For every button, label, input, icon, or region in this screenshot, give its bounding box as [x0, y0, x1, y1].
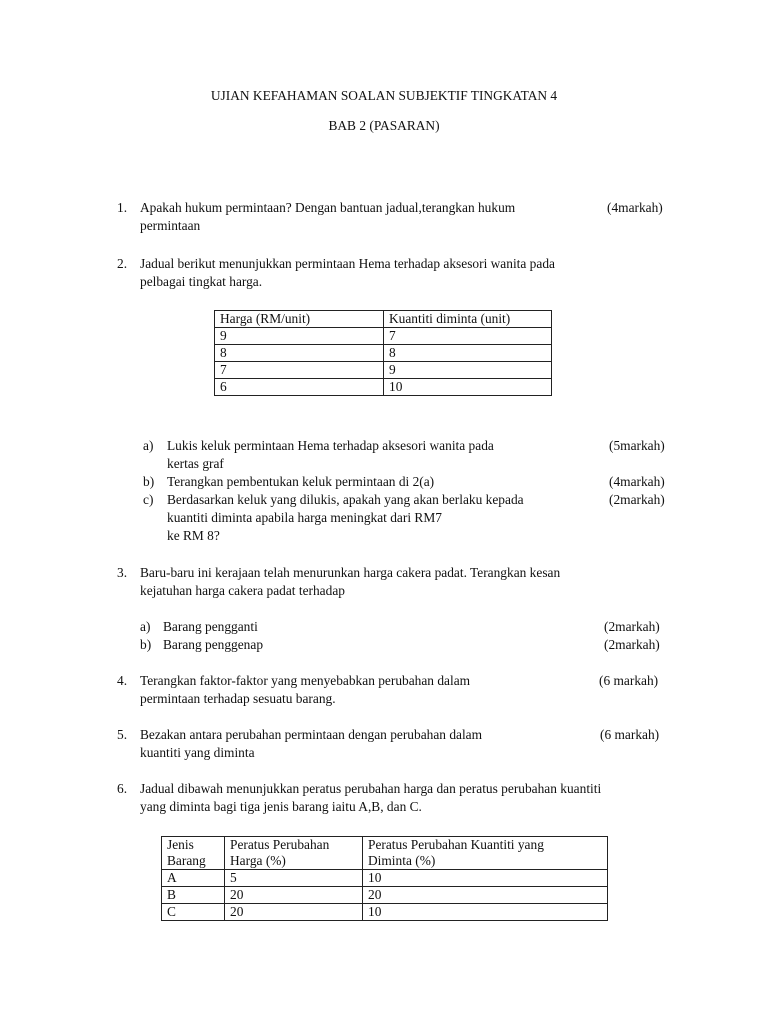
q2b-text-line1: Terangkan pembentukan keluk permintaan di 2(a) [167, 474, 435, 489]
table-cell: 6 [215, 379, 384, 396]
table-row [215, 328, 552, 345]
table-row [215, 362, 552, 379]
table-cell: 5 [225, 870, 363, 887]
q3-text-line1: Baru-baru ini kerajaan telah menurunkan harga cakera padat. Terangkan kesan [140, 565, 561, 580]
q2a-text-line2: kertas graf [167, 456, 224, 471]
q6-text-line1: Jadual dibawah menunjukkan peratus perubahan harga dan peratus perubahan kuantiti [140, 781, 602, 796]
table-cell: C [162, 904, 225, 921]
table-row [162, 870, 608, 887]
table-cell: 20 [363, 887, 608, 904]
q6-number: 6. [117, 781, 128, 796]
q1-marks: (4markah) [607, 200, 663, 215]
header-barang: Barang [167, 853, 206, 868]
q2c-label: c) [143, 492, 154, 507]
q2-text-line1: Jadual berikut menunjukkan permintaan Hema terhadap aksesori wanita pada [140, 256, 555, 271]
table-row [215, 345, 552, 362]
q5-number: 5. [117, 727, 128, 742]
q1-number: 1. [117, 200, 128, 215]
table-cell: 8 [384, 345, 552, 362]
q3-text-line2: kejatuhan harga cakera padat terhadap [140, 583, 345, 598]
table-cell: 7 [384, 328, 552, 345]
q1-text-line1: Apakah hukum permintaan? Dengan bantuan jadual,terangkan hukum [140, 200, 516, 215]
table-cell: 20 [225, 887, 363, 904]
header-peratus-kuantiti-2: Diminta (%) [368, 853, 436, 868]
table-header-cell [162, 837, 225, 870]
table-header-cell [363, 837, 608, 870]
table-cell: A [162, 870, 225, 887]
q6-text-line2: yang diminta bagi tiga jenis barang iaitu A,B, dan C. [140, 799, 422, 814]
table-header-cell: Kuantiti diminta (unit) [384, 311, 552, 328]
header-jenis: Jenis [167, 837, 194, 852]
table-cell: 10 [363, 870, 608, 887]
q2b-marks: (4markah) [609, 474, 665, 489]
table-row [162, 887, 608, 904]
table-row [215, 379, 552, 396]
table-header-cell [225, 837, 363, 870]
header-peratus-harga-2: Harga (%) [230, 853, 286, 868]
table-cell: 8 [215, 345, 384, 362]
q3a-marks: (2markah) [604, 619, 660, 634]
price-change-table [161, 836, 608, 921]
table-cell: 10 [384, 379, 552, 396]
q3a-label: a) [140, 619, 151, 634]
table-row [215, 311, 552, 328]
header-peratus-harga-1: Peratus Perubahan [230, 837, 330, 852]
table-cell: 9 [215, 328, 384, 345]
q2c-marks: (2markah) [609, 492, 665, 507]
q4-number: 4. [117, 673, 128, 688]
table-cell: 9 [384, 362, 552, 379]
q3-number: 3. [117, 565, 128, 580]
q2c-text-line3: ke RM 8? [167, 528, 220, 543]
q5-text-line2: kuantiti yang diminta [140, 745, 255, 760]
q2-text-line2: pelbagai tingkat harga. [140, 274, 263, 289]
q4-text-line2: permintaan terhadap sesuatu barang. [140, 691, 336, 706]
q5-marks: (6 markah) [600, 727, 660, 742]
q5-text-line1: Bezakan antara perubahan permintaan dengan perubahan dalam [140, 727, 483, 742]
q2a-marks: (5markah) [609, 438, 665, 453]
page-title: UJIAN KEFAHAMAN SOALAN SUBJEKTIF TINGKATAN 4 [210, 88, 558, 103]
page-subtitle: BAB 2 (PASARAN) [328, 118, 440, 133]
q3b-marks: (2markah) [604, 637, 660, 652]
table-cell: 7 [215, 362, 384, 379]
table-row [162, 837, 608, 870]
q1-text-line2: permintaan [140, 218, 201, 233]
table-header-cell: Harga (RM/unit) [215, 311, 384, 328]
q2c-text-line1: Berdasarkan keluk yang dilukis, apakah yang akan berlaku kepada [167, 492, 524, 507]
q3b-label: b) [140, 637, 152, 652]
q2-number: 2. [117, 256, 128, 271]
q4-marks: (6 markah) [599, 673, 659, 688]
q4-text-line1: Terangkan faktor-faktor yang menyebabkan perubahan dalam [140, 673, 471, 688]
q3b-text: Barang penggenap [163, 637, 264, 652]
table-cell: 10 [363, 904, 608, 921]
demand-table [214, 310, 552, 396]
q2c-text-line2: kuantiti diminta apabila harga meningkat dari RM7 [167, 510, 442, 525]
table-cell: B [162, 887, 225, 904]
q2b-label: b) [143, 474, 155, 489]
header-peratus-kuantiti-1: Peratus Perubahan Kuantiti yang [368, 837, 544, 852]
table-cell: 20 [225, 904, 363, 921]
table-row [162, 904, 608, 921]
q2a-label: a) [143, 438, 154, 453]
q3a-text: Barang pengganti [163, 619, 258, 634]
q2a-text-line1: Lukis keluk permintaan Hema terhadap aksesori wanita pada [167, 438, 494, 453]
